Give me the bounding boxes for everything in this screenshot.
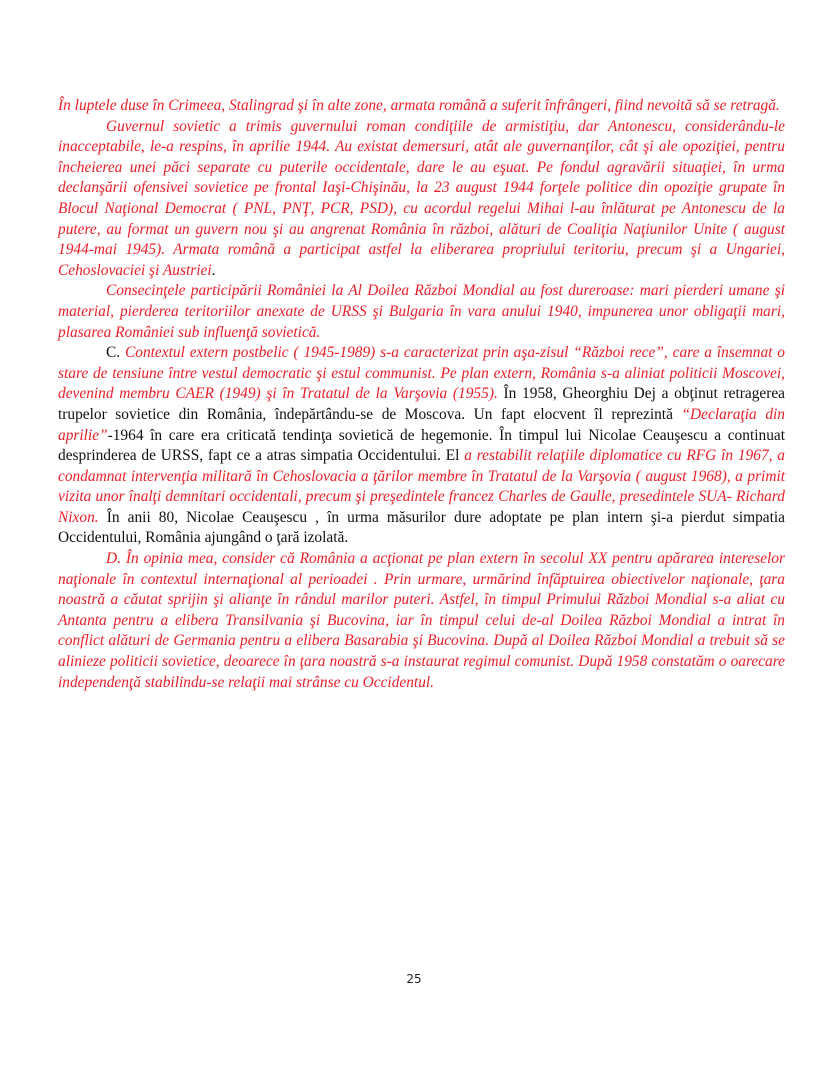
answer-text: “Declaraţia din aprilie”	[58, 405, 785, 444]
section-label-c: C.	[106, 344, 125, 362]
body-text: În anii 80, Nicolae Ceauşescu , în urma măsurilor dure adoptate pe plan intern şi-a pierdut simpatia Occidentului, România ajungând o ţară izolată.	[58, 508, 785, 547]
answer-text: În luptele duse în Crimeea, Stalingrad şi în alte zone, armata română a suferit înfrângeri, fiind nevoită să se retragă.	[58, 97, 780, 114]
answer-text: Contextul extern postbelic ( 1945-1989) s-a caracterizat prin aşa-zisul “Război rece”, care a însemnat o stare de tensiune între vestul democratic şi estul communist. Pe plan extern, România s-a aliniat politicii Moscovei, devenind membru CAER (1949) şi în Tratatul de la Varşovia (1955).	[58, 344, 786, 403]
paragraph-crimea-stalingrad	[58, 96, 785, 117]
body-text: .	[211, 261, 216, 279]
paragraph-section-d	[58, 549, 785, 693]
paragraph-armistice	[58, 117, 785, 282]
paragraph-consequences	[58, 281, 785, 343]
answer-text: D. În opinia mea, consider că România a acţionat pe plan extern în secolul XX pentru apărarea intereselor naţionale în contextul internaţional al perioadei . Prin urmare, urmărind înfăptuirea obiectivelor naţionale, ţara noastră a căutat sprijin şi alianţe în rândul marilor puteri. Astfel, în timpul Primului Război Mondial s-a aliat cu Antanta pentru a elibera Transilvania şi Bucovina, iar în timpul celui de-al Doilea Război Mondial a intrat în conflict alături de Germania pentru a elibera Basarabia şi Bucovina. După al Doilea Război Mondial a trebuit să se alinieze politicii sovietice, deoarece în ţara noastră s-a instaurat regimul comunist. După 1958 constatăm o oarecare independenţă stabilindu-se relaţii mai strânse cu Occidentul.	[58, 550, 785, 691]
paragraph-section-c	[58, 343, 785, 549]
answer-text: Consecinţele participării României la Al Doilea Război Mondial au fost dureroase: mari pierderi umane şi material, pierderea teritoriilor anexate de URSS şi Bulgaria în vara anului 1940, impunerea unor obligaţii mari, plasarea României sub influenţă sovietică.	[58, 282, 785, 341]
body-text: -1964 în care era criticată tendinţa sovietică de hegemonie. În timpul lui Nicolae Ceauşescu a continuat desprinderea de URSS, fapt ce a atras simpatia Occidentului. El	[58, 426, 785, 465]
answer-text: a restabilit relaţiile diplomatice cu RFG în 1967, a condamnat intervenţia militară în Cehoslovacia a ţărilor membre în Tratatul de la Varşovia ( august 1968), a primit vizita unor înalţi demnitari occidentali, precum şi preşedintele francez Charles de Gaulle, presedintele SUA- Richard Nixon.	[58, 447, 785, 526]
answer-text: Guvernul sovietic a trimis guvernului roman condiţiile de armistiţiu, dar Antonescu, considerându-le inacceptabile, le-a respins, în aprilie 1944. Au existat demersuri, atât ale guvernanţilor, cât şi ale opoziţiei, pentru încheierea unei păci separate cu puterile occidentale, dare le au eşuat. Pe fondul agravării situaţiei, în urma declanşării ofensivei sovietice pe frontal Iaşi-Chişinău, la 23 august 1944 forţele politice din opoziţie grupate în Blocul Naţional Democrat ( PNL, PNŢ, PCR, PSD), cu acordul regelui Mihai l-au înlăturat pe Antonescu de la putere, au format un guvern nou şi au angrenat România în război, alături de Coaliţia Naţiunilor Unite ( august 1944-mai 1945). Armata română a participat astfel la eliberarea propriului teritoriu, precum şi a Ungariei, Cehoslovaciei şi Austriei	[58, 117, 785, 279]
document-page	[58, 96, 785, 693]
document-body	[58, 96, 785, 693]
body-text: În 1958, Gheorghiu Dej a obţinut retragerea trupelor sovietice din România, îndepărtându-se de Moscova. Un fapt elocvent îl reprezintă	[58, 385, 786, 423]
page-number: 25	[406, 972, 422, 986]
